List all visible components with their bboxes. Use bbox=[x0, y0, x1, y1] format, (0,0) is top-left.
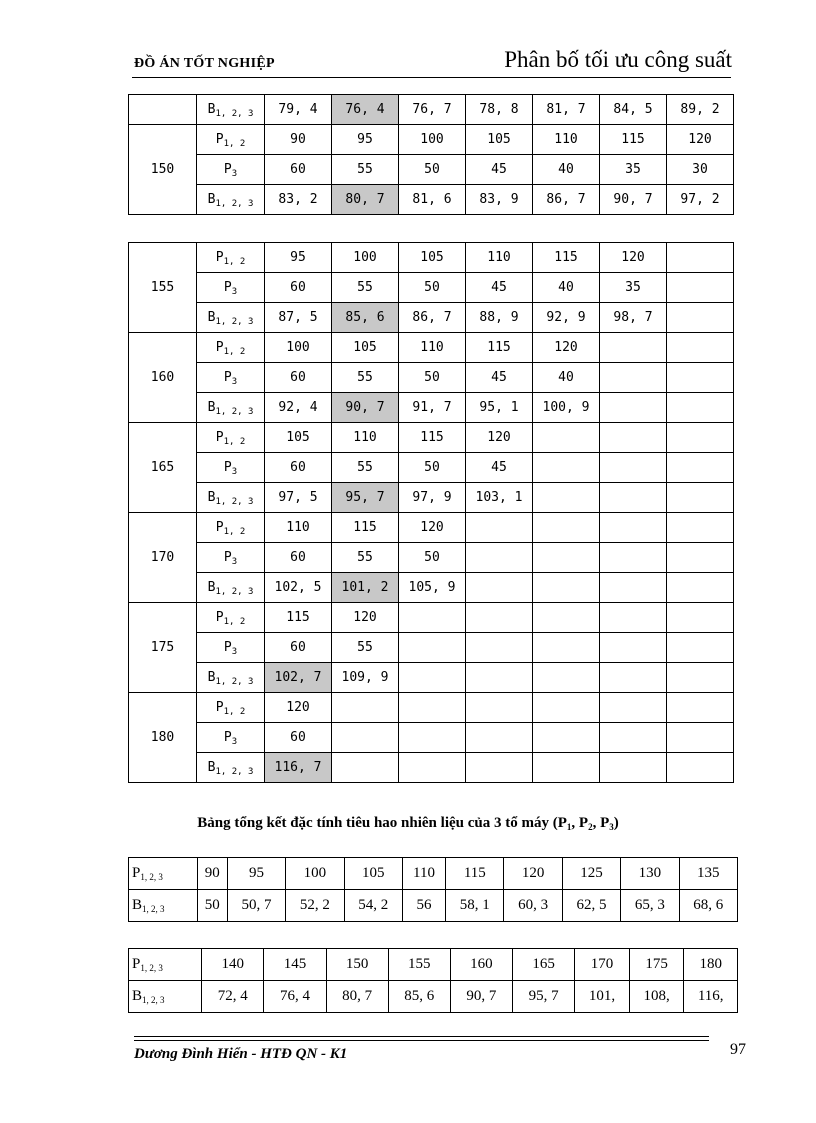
value-cell: 120 bbox=[600, 243, 667, 273]
label-p12: $P_{1, 2}$ bbox=[197, 423, 265, 453]
value-cell: 68, 6 bbox=[679, 890, 737, 922]
value-cell: 95, 1 bbox=[466, 393, 533, 423]
value-cell: 45 bbox=[466, 155, 533, 185]
table-row bbox=[129, 273, 734, 303]
value-cell bbox=[600, 453, 667, 483]
value-cell: 84, 5 bbox=[600, 95, 667, 125]
value-cell: 155 bbox=[388, 949, 450, 981]
value-cell bbox=[533, 513, 600, 543]
table-row bbox=[129, 573, 734, 603]
value-cell: 60 bbox=[265, 543, 332, 573]
value-cell: 100 bbox=[399, 125, 466, 155]
value-cell bbox=[667, 723, 734, 753]
value-cell: 98, 7 bbox=[600, 303, 667, 333]
value-cell bbox=[533, 483, 600, 513]
value-cell: 90, 7 bbox=[332, 393, 399, 423]
value-cell: 115 bbox=[446, 858, 504, 890]
value-cell: 116, 7 bbox=[265, 753, 332, 783]
value-cell: 60 bbox=[265, 723, 332, 753]
value-cell: 101, bbox=[575, 981, 630, 1013]
table-row bbox=[129, 753, 734, 783]
value-cell bbox=[399, 723, 466, 753]
value-cell bbox=[667, 483, 734, 513]
value-cell: 86, 7 bbox=[533, 185, 600, 215]
value-cell: 52, 2 bbox=[286, 890, 344, 922]
footer-rule-bottom bbox=[134, 1040, 709, 1041]
value-cell bbox=[600, 723, 667, 753]
value-cell: 101, 2 bbox=[332, 573, 399, 603]
value-cell bbox=[667, 453, 734, 483]
value-cell: 60 bbox=[265, 633, 332, 663]
value-cell: 180 bbox=[684, 949, 738, 981]
value-cell: 89, 2 bbox=[667, 95, 734, 125]
label-p3: $P_3$ bbox=[197, 273, 265, 303]
value-cell: 125 bbox=[562, 858, 620, 890]
value-cell: 97, 2 bbox=[667, 185, 734, 215]
value-cell bbox=[399, 603, 466, 633]
chapter-title: Phân bố tối ưu công suất bbox=[504, 47, 732, 72]
value-cell: 91, 7 bbox=[399, 393, 466, 423]
value-cell bbox=[533, 423, 600, 453]
value-cell bbox=[667, 543, 734, 573]
value-cell: 76, 7 bbox=[399, 95, 466, 125]
value-cell bbox=[533, 573, 600, 603]
value-cell: 60, 3 bbox=[504, 890, 562, 922]
label-b123: $B_{1, 2, 3}$ bbox=[197, 95, 265, 125]
label-p3: $P_3$ bbox=[197, 633, 265, 663]
value-cell: 50 bbox=[399, 543, 466, 573]
value-cell: 81, 6 bbox=[399, 185, 466, 215]
value-cell: 62, 5 bbox=[562, 890, 620, 922]
value-cell: 30 bbox=[667, 155, 734, 185]
value-cell: 95 bbox=[332, 125, 399, 155]
value-cell: 116, bbox=[684, 981, 738, 1013]
value-cell bbox=[600, 423, 667, 453]
value-cell bbox=[466, 723, 533, 753]
value-cell: 50 bbox=[399, 453, 466, 483]
group-power: 175 bbox=[129, 603, 197, 693]
value-cell: 79, 4 bbox=[265, 95, 332, 125]
value-cell bbox=[600, 693, 667, 723]
value-cell: 100, 9 bbox=[533, 393, 600, 423]
table-row bbox=[129, 423, 734, 453]
value-cell bbox=[667, 753, 734, 783]
summary-table-2 bbox=[128, 948, 738, 1013]
value-cell: 50, 7 bbox=[227, 890, 285, 922]
value-cell: 76, 4 bbox=[332, 95, 399, 125]
value-cell: 86, 7 bbox=[399, 303, 466, 333]
value-cell: 97, 9 bbox=[399, 483, 466, 513]
label-p12: $P_{1, 2}$ bbox=[197, 693, 265, 723]
value-cell: 88, 9 bbox=[466, 303, 533, 333]
value-cell bbox=[600, 543, 667, 573]
label-p3: $P_3$ bbox=[197, 543, 265, 573]
value-cell: 97, 5 bbox=[265, 483, 332, 513]
label-p12: $P_{1, 2}$ bbox=[197, 513, 265, 543]
value-cell: 60 bbox=[265, 155, 332, 185]
label-b123: $B_{1, 2, 3}$ bbox=[197, 663, 265, 693]
label-p12: $P_{1, 2}$ bbox=[197, 603, 265, 633]
label-p12: $P_{1, 2}$ bbox=[197, 125, 265, 155]
value-cell: 83, 9 bbox=[466, 185, 533, 215]
value-cell bbox=[533, 633, 600, 663]
table-row bbox=[129, 453, 734, 483]
summary-caption: Bảng tổng kết đặc tính tiêu hao nhiên liệu của 3 tổ máy ($P_1$, $P_2$, $P_3$) bbox=[197, 815, 619, 832]
label-b123: $B_{1, 2, 3}$ bbox=[197, 573, 265, 603]
value-cell bbox=[600, 753, 667, 783]
group-power: 160 bbox=[129, 333, 197, 423]
value-cell: 35 bbox=[600, 273, 667, 303]
label-p3: $P_3$ bbox=[197, 363, 265, 393]
value-cell bbox=[600, 663, 667, 693]
value-cell bbox=[667, 243, 734, 273]
value-cell: 120 bbox=[533, 333, 600, 363]
value-cell bbox=[332, 693, 399, 723]
value-cell: 110 bbox=[399, 333, 466, 363]
value-cell: 115 bbox=[466, 333, 533, 363]
value-cell: 80, 7 bbox=[326, 981, 388, 1013]
value-cell: 102, 5 bbox=[265, 573, 332, 603]
table-row bbox=[129, 393, 734, 423]
value-cell bbox=[533, 693, 600, 723]
value-cell: 170 bbox=[575, 949, 630, 981]
label-b123: $B_{1, 2, 3}$ bbox=[197, 393, 265, 423]
value-cell: 85, 6 bbox=[332, 303, 399, 333]
value-cell bbox=[667, 513, 734, 543]
value-cell: 115 bbox=[265, 603, 332, 633]
label-p12: $P_{1, 2}$ bbox=[197, 243, 265, 273]
value-cell: 90, 7 bbox=[600, 185, 667, 215]
value-cell bbox=[466, 573, 533, 603]
table-row bbox=[129, 185, 734, 215]
value-cell: 90 bbox=[197, 858, 227, 890]
header-rule bbox=[132, 77, 731, 78]
value-cell: 120 bbox=[265, 693, 332, 723]
value-cell: 102, 7 bbox=[265, 663, 332, 693]
fuel-table-150 bbox=[128, 94, 734, 215]
value-cell: 105 bbox=[466, 125, 533, 155]
table-row bbox=[129, 693, 734, 723]
footer-author: Dương Đình Hiển - HTĐ QN - K1 bbox=[134, 1046, 348, 1062]
value-cell bbox=[533, 663, 600, 693]
label-b123: $B_{1, 2, 3}$ bbox=[197, 753, 265, 783]
value-cell bbox=[667, 603, 734, 633]
value-cell: 60 bbox=[265, 453, 332, 483]
value-cell: 95 bbox=[265, 243, 332, 273]
label-b123: $B_{1, 2, 3}$ bbox=[129, 890, 198, 922]
value-cell: 90, 7 bbox=[450, 981, 512, 1013]
value-cell bbox=[600, 573, 667, 603]
table-row bbox=[129, 858, 738, 890]
fuel-table-155-180 bbox=[128, 242, 734, 783]
value-cell: 55 bbox=[332, 273, 399, 303]
value-cell: 55 bbox=[332, 633, 399, 663]
value-cell bbox=[332, 753, 399, 783]
value-cell: 45 bbox=[466, 453, 533, 483]
label-b123: $B_{1, 2, 3}$ bbox=[129, 981, 202, 1013]
table-row bbox=[129, 125, 734, 155]
value-cell: 55 bbox=[332, 453, 399, 483]
value-cell: 100 bbox=[332, 243, 399, 273]
value-cell bbox=[600, 363, 667, 393]
value-cell bbox=[667, 693, 734, 723]
page-number: 97 bbox=[730, 1041, 746, 1058]
value-cell bbox=[667, 423, 734, 453]
label-p3: $P_3$ bbox=[197, 453, 265, 483]
value-cell: 92, 4 bbox=[265, 393, 332, 423]
value-cell bbox=[466, 753, 533, 783]
value-cell: 110 bbox=[402, 858, 445, 890]
value-cell: 110 bbox=[466, 243, 533, 273]
caption-text: Bảng tổng kết đặc tính tiêu hao nhiên liệu của 3 tổ máy (P bbox=[197, 815, 567, 831]
value-cell bbox=[667, 273, 734, 303]
value-cell: 80, 7 bbox=[332, 185, 399, 215]
value-cell: 105 bbox=[399, 243, 466, 273]
value-cell bbox=[667, 633, 734, 663]
value-cell: 85, 6 bbox=[388, 981, 450, 1013]
value-cell bbox=[600, 513, 667, 543]
value-cell: 95, 7 bbox=[332, 483, 399, 513]
value-cell bbox=[600, 633, 667, 663]
value-cell: 135 bbox=[679, 858, 737, 890]
label-p3: $P_3$ bbox=[197, 155, 265, 185]
value-cell bbox=[399, 633, 466, 663]
value-cell: 54, 2 bbox=[344, 890, 402, 922]
value-cell: 105 bbox=[265, 423, 332, 453]
value-cell: 83, 2 bbox=[265, 185, 332, 215]
group-cell-empty bbox=[129, 95, 197, 125]
value-cell bbox=[399, 663, 466, 693]
value-cell: 50 bbox=[399, 155, 466, 185]
table-row bbox=[129, 333, 734, 363]
value-cell bbox=[600, 483, 667, 513]
value-cell: 65, 3 bbox=[621, 890, 679, 922]
value-cell: 92, 9 bbox=[533, 303, 600, 333]
value-cell: 95 bbox=[227, 858, 285, 890]
value-cell: 108, bbox=[629, 981, 684, 1013]
value-cell: 100 bbox=[265, 333, 332, 363]
value-cell: 115 bbox=[332, 513, 399, 543]
value-cell: 110 bbox=[533, 125, 600, 155]
table-row bbox=[129, 663, 734, 693]
value-cell bbox=[600, 333, 667, 363]
value-cell: 60 bbox=[265, 273, 332, 303]
value-cell: 175 bbox=[629, 949, 684, 981]
value-cell: 76, 4 bbox=[264, 981, 326, 1013]
label-p123: $P_{1, 2, 3}$ bbox=[129, 949, 202, 981]
value-cell: 45 bbox=[466, 273, 533, 303]
value-cell: 120 bbox=[504, 858, 562, 890]
value-cell: 50 bbox=[399, 273, 466, 303]
table-row bbox=[129, 633, 734, 663]
value-cell bbox=[332, 723, 399, 753]
value-cell: 87, 5 bbox=[265, 303, 332, 333]
table-row bbox=[129, 890, 738, 922]
table-row bbox=[129, 723, 734, 753]
value-cell bbox=[667, 573, 734, 603]
value-cell bbox=[533, 453, 600, 483]
value-cell: 40 bbox=[533, 273, 600, 303]
table-row bbox=[129, 95, 734, 125]
value-cell bbox=[466, 663, 533, 693]
value-cell: 60 bbox=[265, 363, 332, 393]
table-row bbox=[129, 513, 734, 543]
value-cell bbox=[600, 393, 667, 423]
value-cell: 35 bbox=[600, 155, 667, 185]
value-cell: 55 bbox=[332, 543, 399, 573]
label-b123: $B_{1, 2, 3}$ bbox=[197, 185, 265, 215]
value-cell: 56 bbox=[402, 890, 445, 922]
label-p3: $P_3$ bbox=[197, 723, 265, 753]
value-cell: 81, 7 bbox=[533, 95, 600, 125]
value-cell: 78, 8 bbox=[466, 95, 533, 125]
value-cell: 120 bbox=[399, 513, 466, 543]
value-cell bbox=[667, 393, 734, 423]
value-cell: 150 bbox=[326, 949, 388, 981]
value-cell bbox=[399, 693, 466, 723]
table-row bbox=[129, 483, 734, 513]
value-cell: 40 bbox=[533, 363, 600, 393]
value-cell: 55 bbox=[332, 363, 399, 393]
value-cell: 120 bbox=[332, 603, 399, 633]
value-cell bbox=[667, 303, 734, 333]
value-cell bbox=[466, 513, 533, 543]
label-b123: $B_{1, 2, 3}$ bbox=[197, 483, 265, 513]
value-cell: 160 bbox=[450, 949, 512, 981]
value-cell: 110 bbox=[265, 513, 332, 543]
table-row bbox=[129, 543, 734, 573]
summary-table-1 bbox=[128, 857, 738, 922]
value-cell: 105 bbox=[332, 333, 399, 363]
value-cell: 40 bbox=[533, 155, 600, 185]
group-power: 170 bbox=[129, 513, 197, 603]
group-power: 155 bbox=[129, 243, 197, 333]
value-cell bbox=[533, 753, 600, 783]
value-cell bbox=[533, 603, 600, 633]
value-cell: 115 bbox=[533, 243, 600, 273]
value-cell bbox=[600, 603, 667, 633]
document-header-title: ĐỒ ÁN TỐT NGHIỆP bbox=[134, 56, 275, 71]
value-cell: 45 bbox=[466, 363, 533, 393]
value-cell bbox=[533, 723, 600, 753]
value-cell: 50 bbox=[197, 890, 227, 922]
label-p12: $P_{1, 2}$ bbox=[197, 333, 265, 363]
table-row bbox=[129, 981, 738, 1013]
value-cell: 115 bbox=[600, 125, 667, 155]
value-cell bbox=[667, 663, 734, 693]
table-row bbox=[129, 949, 738, 981]
value-cell: 145 bbox=[264, 949, 326, 981]
group-power: 165 bbox=[129, 423, 197, 513]
table-row bbox=[129, 155, 734, 185]
group-power: 150 bbox=[129, 125, 197, 215]
value-cell: 109, 9 bbox=[332, 663, 399, 693]
footer-rule-top bbox=[134, 1036, 709, 1037]
value-cell bbox=[466, 693, 533, 723]
value-cell: 120 bbox=[667, 125, 734, 155]
value-cell: 55 bbox=[332, 155, 399, 185]
value-cell: 100 bbox=[286, 858, 344, 890]
table-row bbox=[129, 363, 734, 393]
value-cell: 50 bbox=[399, 363, 466, 393]
table-row bbox=[129, 243, 734, 273]
value-cell: 120 bbox=[466, 423, 533, 453]
table-row bbox=[129, 603, 734, 633]
value-cell: 90 bbox=[265, 125, 332, 155]
label-b123: $B_{1, 2, 3}$ bbox=[197, 303, 265, 333]
value-cell bbox=[667, 363, 734, 393]
value-cell bbox=[533, 543, 600, 573]
value-cell bbox=[399, 753, 466, 783]
label-p123: $P_{1, 2, 3}$ bbox=[129, 858, 198, 890]
value-cell: 130 bbox=[621, 858, 679, 890]
value-cell bbox=[466, 543, 533, 573]
value-cell bbox=[466, 603, 533, 633]
value-cell: 58, 1 bbox=[446, 890, 504, 922]
value-cell: 140 bbox=[202, 949, 264, 981]
value-cell bbox=[466, 633, 533, 663]
value-cell: 115 bbox=[399, 423, 466, 453]
value-cell: 95, 7 bbox=[513, 981, 575, 1013]
value-cell bbox=[667, 333, 734, 363]
value-cell: 110 bbox=[332, 423, 399, 453]
group-power: 180 bbox=[129, 693, 197, 783]
value-cell: 105 bbox=[344, 858, 402, 890]
value-cell: 165 bbox=[513, 949, 575, 981]
value-cell: 103, 1 bbox=[466, 483, 533, 513]
value-cell: 105, 9 bbox=[399, 573, 466, 603]
value-cell: 72, 4 bbox=[202, 981, 264, 1013]
table-row bbox=[129, 303, 734, 333]
